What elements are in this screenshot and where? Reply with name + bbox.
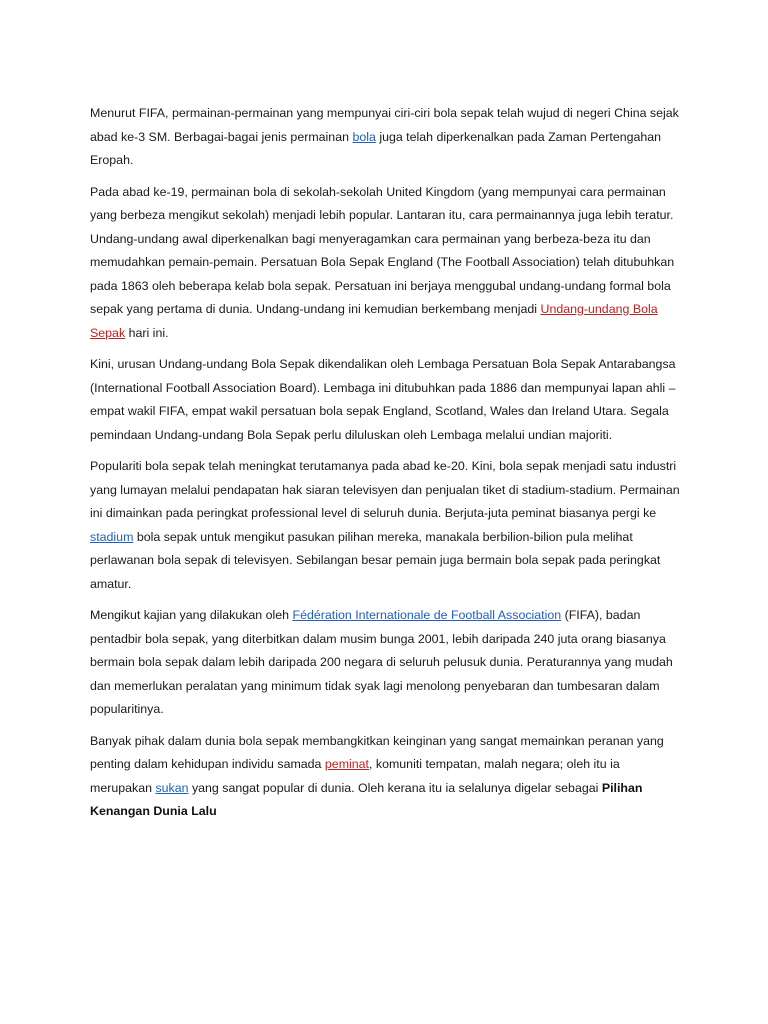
paragraph-5 — [90, 604, 680, 722]
link-stadium[interactable]: stadium — [90, 529, 134, 544]
paragraph-text: (FIFA), badan pentadbir bola sepak, yang diterbitkan dalam musim bunga 2001, lebih daripada 240 juta orang biasanya bermain bola sepak dalam lebih daripada 200 negara di seluruh pelusuk dunia. Peraturannya yang mudah dan memerlukan peralatan yang minimum tidak syak lagi menolong penyebaran dan tumbesaran dalam popularitinya. — [90, 608, 673, 716]
paragraph-text: bola sepak untuk mengikut pasukan pilihan mereka, manakala berbilion-bilion pula melihat perlawanan bola sepak di televisyen. Sebilangan besar pemain juga bermain bola sepak pada peringkat amatur. — [90, 529, 661, 591]
link-undang-undang-bola-sepak[interactable]: Undang-undang Bola Sepak — [90, 302, 658, 340]
paragraph-text: Populariti bola sepak telah meningkat terutamanya pada abad ke-20. Kini, bola sepak menjadi satu industri yang lumayan melalui pendapatan hak siaran televisyen dan penjualan tiket di stadium-stadium. Permainan ini dimainkan pada peringkat professional level di seluruh dunia. Berjuta-juta peminat biasanya pergi ke — [90, 459, 680, 520]
paragraph-2 — [90, 181, 680, 346]
link-peminat[interactable]: peminat — [324, 757, 369, 771]
paragraph-text: Menurut FIFA, permainan-permainan yang mempunyai ciri-ciri bola sepak telah wujud di negeri China sejak abad ke-3 SM. Berbagai-bagai jenis permainan — [90, 106, 679, 144]
paragraph-3 — [90, 353, 680, 447]
document-body — [90, 102, 680, 832]
paragraph-6 — [90, 730, 680, 824]
paragraph-4 — [90, 455, 680, 596]
paragraph-text: Pada abad ke-19, permainan bola di sekolah-sekolah United Kingdom (yang mempunyai cara permainan yang berbeza mengikut sekolah) menjadi lebih popular. Lantaran itu, cara permainannya juga lebih teratur. Undang-undang awal diperkenalkan bagi menyeragamkan cara permainan yang berbeza-beza itu dan memudahkan pemain-pemain. Persatuan Bola Sepak England (The Football Association) telah ditubuhkan pada 1863 oleh beberapa kelab bola sepak. Persatuan ini berjaya menggubal undang-undang formal bola sepak yang pertama di dunia. Undang-undang ini kemudian berkembang menjadi — [90, 184, 675, 316]
link-fifa[interactable]: Fédération Internationale de Football Association — [292, 608, 562, 622]
paragraph-text: juga telah diperkenalkan pada Zaman Pertengahan Eropah. — [90, 129, 662, 167]
paragraph-text: Kini, urusan Undang-undang Bola Sepak dikendalikan oleh Lembaga Persatuan Bola Sepak Antarabangsa (International Football Association Board). Lembaga ini ditubuhkan pada 1886 dan mempunyai lapan ahli – empat wakil FIFA, empat wakil persatuan bola sepak England, Scotland, Wales dan Ireland Utara. Segala pemindaan Undang-undang Bola Sepak perlu diluluskan oleh Lembaga melalui undian majoriti. — [90, 357, 676, 442]
paragraph-text: yang sangat popular di dunia. Oleh kerana itu ia selalunya digelar sebagai — [188, 780, 602, 795]
link-bola[interactable]: bola — [352, 129, 376, 144]
link-sukan[interactable]: sukan — [155, 780, 189, 795]
paragraph-text: Mengikut kajian yang dilakukan oleh — [90, 608, 293, 622]
paragraph-text: Banyak pihak dalam dunia bola sepak membangkitkan keinginan yang sangat memainkan peranan yang penting dalam kehidupan individu samada — [90, 733, 664, 771]
paragraph-1 — [90, 102, 680, 173]
paragraph-text: , komuniti tempatan, malah negara; oleh itu ia merupakan — [90, 757, 620, 795]
paragraph-text: hari ini. — [125, 325, 169, 340]
bold-phrase: Pilihan Kenangan Dunia Lalu — [90, 780, 643, 818]
